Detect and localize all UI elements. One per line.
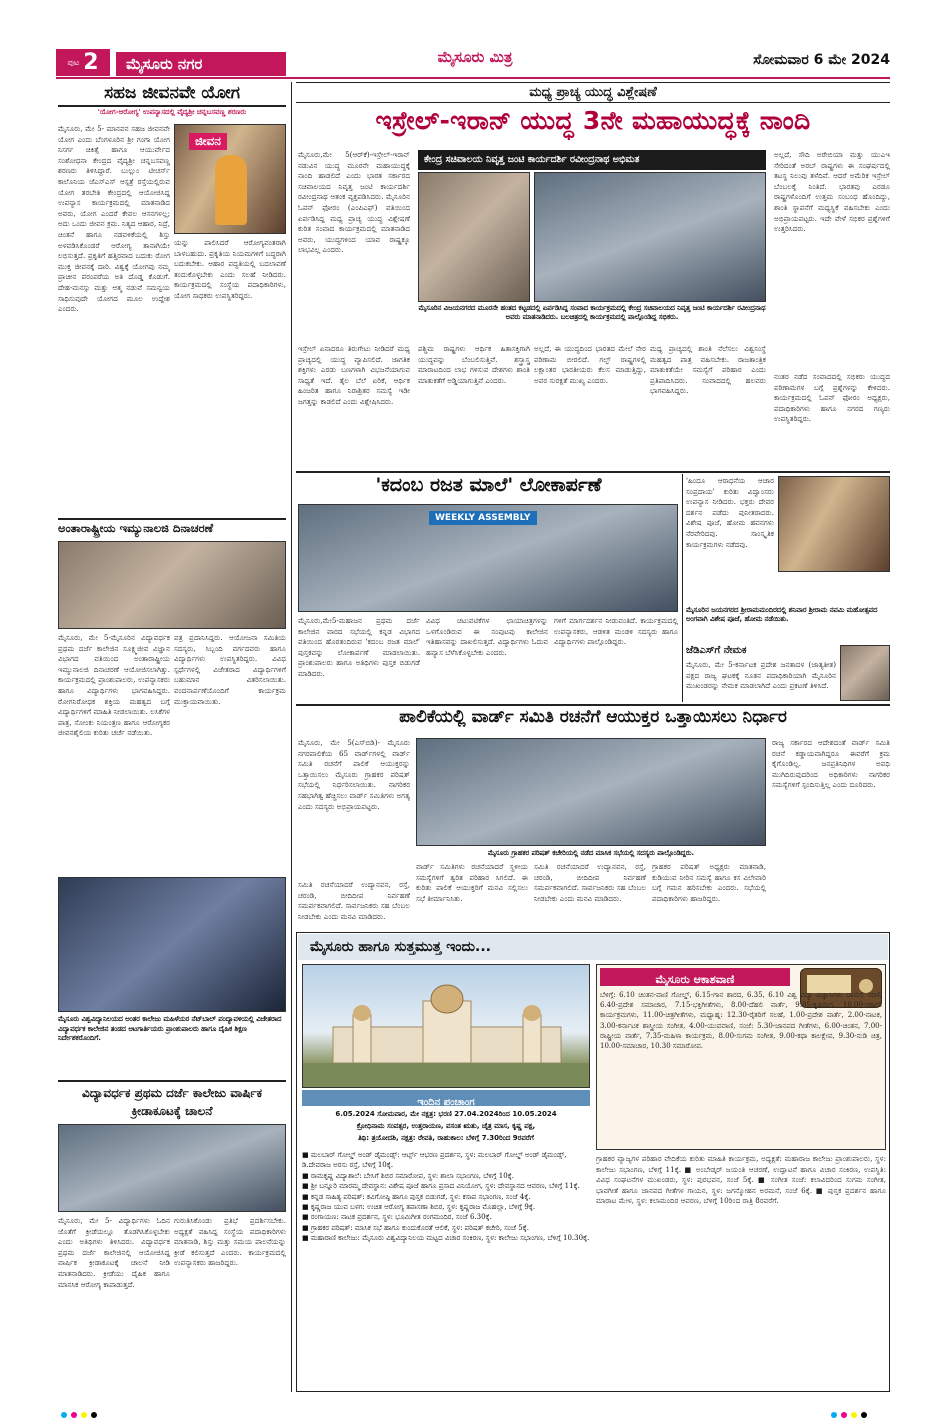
lead-body-d: ಪಶ್ಚಿಮ ರಾಷ್ಟ್ರಗಳು ಆರ್ಥಿಕ ಹಿತಾಸಕ್ತಿಗಾಗಿ ಯುದ್ಧವನ್ನು ಬೆಂಬಲಿಸುತ್ತಿವೆ. ಶಸ್ತ್ರಾಸ್ತ್ರ ಮಾರಾಟದಿಂದ ಲಾಭ ಗಳಿಸುವ ದೇಶಗಳು ಶಾಂತಿ ಮಾತುಕತೆಗೆ ಅಡ್ಡಿಯಾಗುತ್ತಿವೆ ಎಂದರು.	[418, 344, 530, 385]
lead-body-a: ಮೈಸೂರು,ಮೇ 5(ಆರ್‌ಕೆ)-ಇಸ್ರೇಲ್-ಇರಾನ್ ನಡುವಿನ ಯುದ್ಧ ಮೂರನೇ ಮಹಾಯುದ್ಧಕ್ಕೆ ನಾಂದಿ ಹಾಡಲಿದೆ ಎಂದು ಭಾರತ ಸರ್ಕಾರದ ಸಚಿವಾಲಯದ ನಿವೃತ್ತ ಜಂಟಿ ಕಾರ್ಯದರ್ಶಿ ರವೀಂದ್ರನಾಥ ಆತಂಕ ವ್ಯಕ್ತಪಡಿಸಿದರು. ಮೈಸೂರಿನ ಓಪನ್ ಫೋರಂ (ಎಂಪಿಎಫ್) ವತಿಯಿಂದ ಏರ್ಪಡಿಸಿದ್ದ ಮಧ್ಯ ಪ್ರಾಚ್ಯ ಯುದ್ಧ ವಿಶ್ಲೇಷಣೆ ಕುರಿತ ಸಂವಾದ ಕಾರ್ಯಕ್ರಮದಲ್ಲಿ ಮಾತನಾಡಿದ ಅವರು, ಯುದ್ಧಗಳಿಂದ ಯಾವ ರಾಷ್ಟ್ರಕ್ಕೂ ಲಾಭವಿಲ್ಲ ಎಂದರು.	[298, 150, 410, 255]
section-title: ಮೈಸೂರು ನಗರ	[116, 52, 286, 76]
yoga-banner: ಜೀವನ	[189, 133, 227, 150]
netball-team-caption: ಮೈಸೂರು ವಿಶ್ವವಿದ್ಯಾನಿಲಯದ ಅಂತರ ಕಾಲೇಜು ಮಹಿಳೆಯರ ನೆಟ್‌ಬಾಲ್ ಪಂದ್ಯಾವಳಿಯಲ್ಲಿ ವಿಜೇತರಾದ ವಿದ್ಯಾವರ್ಧಕ ಕಾಲೇಜಿನ ತಂಡದ ಆಟಗಾರ್ತಿಯರು ಪ್ರಾಂಶುಪಾಲರು ಹಾಗೂ ದೈಹಿಕ ಶಿಕ್ಷಣ ನಿರ್ದೇಶಕರೊಂದಿಗೆ.	[58, 1015, 282, 1043]
yoga-speaker-photo	[174, 124, 286, 234]
panchanga-line: ತಿಥಿ: ತ್ರಯೋದಶಿ, ನಕ್ಷತ್ರ: ರೇವತಿ, ರಾಹುಕಾಲ: ಬೆಳಿಗ್ಗೆ 7.30ರಿಂದ 9ರವರೆಗೆ	[358, 1134, 534, 1142]
lead-subhead: ಕೇಂದ್ರ ಸಚಿವಾಲಯ ನಿವೃತ್ತ ಜಂಟಿ ಕಾರ್ಯದರ್ಶಿ ರವೀಂದ್ರನಾಥ ಅಭಿಮತ	[418, 150, 766, 170]
kadamba-launch-photo	[298, 504, 678, 612]
temple-photo	[778, 476, 890, 572]
lead-kicker-box	[296, 82, 890, 103]
kadamba-body-c: ಗಳಿಗೆ ಮಾರ್ಗದರ್ಶನ ನೀಡುವಂತಿದೆ. ಕಾರ್ಯಕ್ರಮದಲ್ಲಿ ಉಪನ್ಯಾಸಕರು, ಆಡಳಿತ ಮಂಡಳಿ ಸದಸ್ಯರು ಹಾಗೂ ವಿದ್ಯಾರ್ಥಿಗಳು ಪಾಲ್ಗೊಂಡಿದ್ದರು.	[554, 616, 678, 647]
section-divider	[296, 704, 890, 706]
kadamba-body-a: ಮೈಸೂರು,ಮೇ5-ಮಹಾಜನ ಪ್ರಥಮ ದರ್ಜೆ ಕಾಲೇಜಿನ ವಾರದ ಸಭೆಯಲ್ಲಿ ಕನ್ನಡ ವಿಭಾಗದ ವತಿಯಿಂದ ಹೊರತಂದಿರುವ 'ಕದಂಬ ರಜತ ಮಾಲೆ' ಪುಸ್ತಕವನ್ನು ಲೋಕಾರ್ಪಣೆ ಮಾಡಲಾಯಿತು. ಪ್ರಾಂಶುಪಾಲರು ಹಾಗೂ ಅತಿಥಿಗಳು ಪುಸ್ತಕ ಬಿಡುಗಡೆ ಮಾಡಿದರು.	[298, 616, 420, 678]
panchanga-title: ಇಂದಿನ ಪಂಚಾಂಗ	[417, 1097, 475, 1108]
section-divider	[58, 518, 286, 520]
registration-marks	[60, 1404, 120, 1412]
radio-title: ಮೈಸೂರು ಆಕಾಶವಾಣಿ	[655, 973, 735, 986]
palace-photo	[302, 964, 590, 1088]
immunology-headline: ಅಂತಾರಾಷ್ಟ್ರೀಯ ಇಮ್ಯುನಾಲಜಿ ದಿನಾಚರಣೆ	[58, 521, 214, 535]
column-divider	[291, 82, 292, 1392]
page-number: 2	[83, 50, 99, 75]
jds-headline: ಜೆಡಿಎಸ್‌ಗೆ ನೇಮಕ	[686, 645, 747, 656]
event-item: ■ ಕೃಷ್ಣರಾಜ ಯುವ ಬಳಗ: ಉಚಿತ ಆರೋಗ್ಯ ತಪಾಸಣಾ ಶಿಬಿರ, ಸ್ಥಳ: ಕೃಷ್ಣರಾಜ ಮೊಹಲ್ಲಾ, ಬೆಳಿಗ್ಗೆ 9ಕ್ಕೆ.	[302, 1203, 536, 1212]
yoga-body: ಮೈಸೂರು, ಮೇ 5- ಮಾನವನ ಸಹಜ ಜೀವನವೇ ಯೋಗ ಎಂದು ಬೆಂಗಳೂರಿನ ಶ್ರೀ ಗಂಗಾ ಯೋಗ ನಿಸರ್ಗ ಚಿಕಿತ್ಸೆ ಹಾಗೂ ಆಯುರ್ವೇದ ಸಂಶೋಧನಾ ಕೇಂದ್ರದ ವೈದ್ಯಶ್ರೀ ಚನ್ನಬಸವಣ್ಣ ಶರಣರು ತಿಳಿಸಿದ್ದಾರೆ. ಬುಲ್ಲುಂ ಟೀಚರ್ಸ್ ಕಾಲೊನಿಯ ಜೆಎಸ್‌ಎಸ್ ಆಸ್ಪತ್ರೆ ರಸ್ತೆಯಲ್ಲಿರುವ ಯೋಗ ತರಬೇತಿ ಕೇಂದ್ರದಲ್ಲಿ ಆಯೋಜಿಸಿದ್ದ ಉಪನ್ಯಾಸ ಕಾರ್ಯಕ್ರಮದಲ್ಲಿ ಮಾತನಾಡಿದ ಅವರು, ಯೋಗ ಎಂದರೆ ಕೇವಲ ಆಸನಗಳಲ್ಲ; ಅದು ಒಂದು ಜೀವನ ಕ್ರಮ. ನಿತ್ಯದ ಆಹಾರ, ನಿದ್ರೆ, ಚಿಂತನೆ ಹಾಗೂ ನಡವಳಿಕೆಯಲ್ಲಿ ಶಿಸ್ತು ಅಳವಡಿಸಿಕೊಂಡರೆ ಆರೋಗ್ಯ ತಾನಾಗಿಯೇ ಲಭಿಸುತ್ತದೆ. ಪ್ರಕೃತಿಗೆ ಹತ್ತಿರವಾದ ಬದುಕು ರೋಗ ಮುಕ್ತ ಜೀವನಕ್ಕೆ ದಾರಿ. ವಿಶ್ವಕ್ಕೆ ಯೋಗವು ನಮ್ಮ ಪ್ರಾಚೀನ ಪರಂಪರೆಯ ಅತಿ ದೊಡ್ಡ ಕೊಡುಗೆ. ದೇಹ-ಮನಸ್ಸು ಮತ್ತು ಆತ್ಮ ನಡುವೆ ಸಮನ್ವಯ ಸಾಧಿಸುವುದೇ ಯೋಗದ ಮೂಲ ಉದ್ದೇಶ ಎಂದರು.	[58, 124, 170, 314]
today-title-bar	[298, 934, 888, 960]
hoysala-body: 'ಹಿಂದೂ ಆರಾಧನೆಯ ಆಚಾರ ಸಂಪ್ರದಾಯ' ಕುರಿತು ವಿದ್ವಾಂಸರು ಉಪನ್ಯಾಸ ನೀಡಿದರು. ಭಕ್ತರು ದೇವರ ದರ್ಶನ ಪಡೆದು ಪುನೀತರಾದರು. ವಿಶೇಷ ಪೂಜೆ, ಹೋಮ ಹವನಗಳು ನೆರವೇರಿದವು. ಸಾಂಸ್ಕೃತಿಕ ಕಾರ್ಯಕ್ರಮಗಳು ನಡೆದವು.	[686, 476, 774, 549]
lead-speaker-photo	[418, 172, 530, 302]
sports-event-photo	[58, 1124, 286, 1212]
page-label: ಪುಟ	[67, 57, 80, 67]
panchanga-line: ಕ್ರೋಧಿನಾಮ ಸಂವತ್ಸರ, ಉತ್ತರಾಯಣ, ವಸಂತ ಋತು, ಚೈತ್ರ ಮಾಸ, ಕೃಷ್ಣ ಪಕ್ಷ,	[356, 1122, 536, 1130]
registration-dots	[830, 1411, 890, 1419]
event-item: ■ ಕನ್ನಡ ಸಾಹಿತ್ಯ ಪರಿಷತ್: ಕವಿಗೋಷ್ಠಿ ಹಾಗೂ ಪುಸ್ತಕ ಬಿಡುಗಡೆ, ಸ್ಥಳ: ಕಸಾಪ ಸಭಾಂಗಣ, ಸಂಜೆ 4ಕ್ಕೆ.	[302, 1192, 531, 1201]
speaker-figure	[215, 155, 247, 225]
lead-kicker: ಮಧ್ಯ ಪ್ರಾಚ್ಯ ಯುದ್ಧ ವಿಶ್ಲೇಷಣೆ	[529, 85, 657, 100]
yoga-body-continued: ಯನ್ನು ಪಾಲಿಸಿದರೆ ಆರೋಗ್ಯವಂತರಾಗಿ ಬಾಳಬಹುದು. ಪ್ರಕೃತಿಯ ನಿಯಮಗಳಿಗೆ ಬದ್ಧರಾಗಿ ಬದುಕಬೇಕು. ಆಹಾರ ಪದ್ಧತಿಯಲ್ಲಿ ಬದಲಾವಣೆ ತಂದುಕೊಳ್ಳಬೇಕು ಎಂದು ಸಲಹೆ ನೀಡಿದರು. ಕಾರ್ಯಕ್ರಮದಲ್ಲಿ ಸಂಸ್ಥೆಯ ಪದಾಧಿಕಾರಿಗಳು, ಯೋಗ ಸಾಧಕರು ಉಪಸ್ಥಿತರಿದ್ದರು.	[174, 238, 286, 300]
today-title: ಮೈಸೂರು ಹಾಗೂ ಸುತ್ತಮುತ್ತ ಇಂದು...	[310, 939, 491, 955]
ward-meeting-photo	[416, 738, 766, 846]
radio-title-bar	[600, 968, 790, 986]
kadamba-body-b: ವಿವಿಧ ಚಟುವಟಿಕೆಗಳ ಛಾಯಾಚಿತ್ರಗಳನ್ನು ಒಳಗೊಂಡಿರುವ ಈ ಸಂಪುಟವು ಕಾಲೇಜಿನ ಇತಿಹಾಸವನ್ನು ದಾಖಲಿಸುತ್ತದೆ. ವಿದ್ಯಾರ್ಥಿಗಳು ಓದುವ ಹವ್ಯಾಸ ಬೆಳೆಸಿಕೊಳ್ಳಬೇಕು ಎಂದರು.	[426, 616, 548, 657]
immunology-body-continued: ಪತ್ರ ಪ್ರದಾನಿಸಿದ್ದರು. ಆಯೋಜನಾ ಸಮಿತಿಯ ಸದಸ್ಯರು, ಸಿಬ್ಬಂದಿ ವರ್ಗದವರು ಹಾಗೂ ವಿದ್ಯಾರ್ಥಿಗಳು ಉಪಸ್ಥಿತರಿದ್ದರು. ವಿವಿಧ ಸ್ಪರ್ಧೆಗಳಲ್ಲಿ ವಿಜೇತರಾದ ವಿದ್ಯಾರ್ಥಿಗಳಿಗೆ ಬಹುಮಾನ ವಿತರಿಸಲಾಯಿತು. ವಂದನಾರ್ಪಣೆಯೊಂದಿಗೆ ಕಾರ್ಯಕ್ರಮ ಮುಕ್ತಾಯವಾಯಿತು.	[174, 633, 286, 706]
event-item: ■ ಗ್ರಾಹಕರ ಪರಿಷತ್: ಮಾಸಿಕ ಸಭೆ ಹಾಗೂ ಕುಂದುಕೊರತೆ ಆಲಿಕೆ, ಸ್ಥಳ: ಪರಿಷತ್ ಕಚೇರಿ, ಸಂಜೆ 5ಕ್ಕೆ.	[302, 1223, 529, 1232]
ward-body-d: ಸಮಿತಿ ರಚನೆಯಾದರೆ ಉದ್ಯಾನವನ, ರಸ್ತೆ, ಚರಂಡಿ, ಬೀದಿದೀಪ ನಿರ್ವಹಣೆ ಸಮರ್ಪಕವಾಗಲಿದೆ. ಸಾರ್ವಜನಿಕರು ಸಹ ಬೆಂಬಲ ನೀಡಬೇಕು ಎಂದು ಮನವಿ ಮಾಡಿದರು.	[534, 862, 646, 903]
issue-date: ಸೋಮವಾರ 6 ಮೇ 2024	[753, 52, 890, 68]
column-divider	[682, 474, 683, 702]
event-item: ■ ಶ್ರೀ ಬನ್ನೂರಿ ಮಾರಮ್ಮ ದೇವಸ್ಥಾನ: ವಿಶೇಷ ಪೂಜೆ ಹಾಗೂ ಪ್ರಸಾದ ವಿನಿಯೋಗ, ಸ್ಥಳ: ದೇವಸ್ಥಾನದ ಆವರಣ, ಬೆಳಿಗ್ಗೆ 11ಕ್ಕೆ.	[302, 1182, 580, 1191]
event-item: ■ ರಾಮಕೃಷ್ಣ ವಿದ್ಯಾಶಾಲೆ: ಬೇಸಿಗೆ ಶಿಬಿರ ಸಮಾರೋಪ, ಸ್ಥಳ: ಶಾಲಾ ಸಭಾಂಗಣ, ಬೆಳಿಗ್ಗೆ 10ಕ್ಕೆ.	[302, 1171, 515, 1180]
jds-appointee-portrait	[840, 645, 890, 701]
event-item: ■ ಮಹಾರಾಣಿ ಕಾಲೇಜು: ಮೈಸೂರು ವಿಶ್ವವಿದ್ಯಾನಿಲಯ ಮಟ್ಟದ ವಿಚಾರ ಸಂಕಿರಣ, ಸ್ಥಳ: ಕಾಲೇಜು ಸಭಾಂಗಣ, ಬೆಳಿಗ್ಗೆ 10.30ಕ್ಕೆ.	[302, 1234, 590, 1243]
sports-headline: ವಿದ್ಯಾವರ್ಧಕ ಪ್ರಥಮ ದರ್ಜೆ ಕಾಲೇಜು ವಾರ್ಷಿಕ ಕ್ರೀಡಾಕೂಟಕ್ಕೆ ಚಾಲನೆ	[81, 1086, 262, 1118]
section-divider	[58, 1080, 286, 1082]
ward-body-a: ಮೈಸೂರು, ಮೇ 5(ಎಸ್‌ಬಿಡಿ)- ಮೈಸೂರು ನಗರಪಾಲಿಕೆಯ 65 ವಾರ್ಡ್‌ಗಳಲ್ಲಿ ವಾರ್ಡ್ ಸಮಿತಿ ರಚನೆಗೆ ಪಾಲಿಕೆ ಆಯುಕ್ತರನ್ನು ಒತ್ತಾಯಿಸಲು ಮೈಸೂರು ಗ್ರಾಹಕರ ಪರಿಷತ್ ಸಭೆಯಲ್ಲಿ ನಿರ್ಧರಿಸಲಾಯಿತು. ನಾಗರಿಕರ ಸಹಭಾಗಿತ್ವ ಹೆಚ್ಚಿಸಲು ವಾರ್ಡ್ ಸಮಿತಿಗಳು ಅಗತ್ಯ ಎಂದು ಸದಸ್ಯರು ಅಭಿಪ್ರಾಯಪಟ್ಟರು.	[298, 738, 410, 811]
section-divider	[296, 471, 890, 473]
events-list	[302, 1150, 590, 1388]
lead-body-c: ಅಲ್ಲದೆ, ಸೌದಿ ಅರೇಬಿಯಾ ಮತ್ತು ಯುಎಇ ಸೇರಿದಂತೆ ಅರಬ್ ರಾಷ್ಟ್ರಗಳು ಈ ಸಂಘರ್ಷದಲ್ಲಿ ತಟಸ್ಥ ನಿಲುವು ತಳೆದಿವೆ. ಆದರೆ ಅಮೆರಿಕ ಇಸ್ರೇಲ್ ಬೆಂಬಲಕ್ಕೆ ನಿಂತಿದೆ. ಭಾರತವು ಎರಡೂ ರಾಷ್ಟ್ರಗಳೊಂದಿಗೆ ಉತ್ತಮ ಸಂಬಂಧ ಹೊಂದಿದ್ದು, ಶಾಂತಿ ಸ್ಥಾಪನೆಗೆ ಮಧ್ಯಸ್ಥಿಕೆ ವಹಿಸಬೇಕು ಎಂದು ಅಭಿಪ್ರಾಯಪಟ್ಟರು. ಇದೇ ವೇಳೆ ಸಭಿಕರ ಪ್ರಶ್ನೆಗಳಿಗೆ ಉತ್ತರಿಸಿದರು.	[774, 150, 890, 234]
ward-body-c: ವಾರ್ಡ್ ಸಮಿತಿಗಳು ರಚನೆಯಾದರೆ ಸ್ಥಳೀಯ ಸಮಸ್ಯೆಗಳಿಗೆ ತ್ವರಿತ ಪರಿಹಾರ ಸಿಗಲಿದೆ. ಈ ಕುರಿತು ಪಾಲಿಕೆ ಆಯುಕ್ತರಿಗೆ ಮನವಿ ಸಲ್ಲಿಸಲು ಸಭೆ ತೀರ್ಮಾನಿಸಿತು.	[416, 862, 528, 903]
sports-body: ಮೈಸೂರು, ಮೇ 5- ವಿದ್ಯಾರ್ಥಿಗಳು ಓದಿನ ಜೊತೆಗೆ ಕ್ರೀಡೆಯಲ್ಲೂ ತೊಡಗಿಸಿಕೊಳ್ಳಬೇಕು ಎಂದು ಅತಿಥಿಗಳು ತಿಳಿಸಿದರು. ವಿದ್ಯಾವರ್ಧಕ ಪ್ರಥಮ ದರ್ಜೆ ಕಾಲೇಜಿನಲ್ಲಿ ಆಯೋಜಿಸಿದ್ದ ವಾರ್ಷಿಕ ಕ್ರೀಡಾಕೂಟಕ್ಕೆ ಚಾಲನೆ ನೀಡಿ ಮಾತನಾಡಿದರು. ಕ್ರೀಡೆಯು ದೈಹಿಕ ಹಾಗೂ ಮಾನಸಿಕ ಆರೋಗ್ಯ ಕಾಪಾಡುತ್ತದೆ.	[58, 1216, 170, 1289]
netball-team-photo	[58, 877, 286, 1012]
immunology-group-photo	[58, 541, 286, 629]
panchanga-title-bar	[302, 1090, 590, 1106]
ward-headline: ಪಾಲಿಕೆಯಲ್ಲಿ ವಾರ್ಡ್ ಸಮಿತಿ ರಚನೆಗೆ ಆಯುಕ್ತರ ಒತ್ತಾಯಿಸಲು ನಿರ್ಧಾರ	[399, 707, 787, 727]
temple-caption: ಮೈಸೂರಿನ ಜಯನಗರದ ಶ್ರೀರಾಮಮಂದಿರದಲ್ಲಿ ಶನಿವಾರ ಶ್ರೀರಾಮ ನವಮಿ ಮಹೋತ್ಸವದ ಅಂಗವಾಗಿ ವಿಶೇಷ ಪೂಜೆ, ಹೋಮ ನಡೆಯಿತು.	[686, 606, 878, 624]
kadamba-headline: 'ಕದಂಬ ರಜತ ಮಾಲೆ' ಲೋಕಾರ್ಪಣೆ	[375, 474, 602, 496]
lead-photo-caption: ಮೈಸೂರಿನ ವಿಜಯನಗರದ ಮೂರನೇ ಹಂತದ ಕಟ್ಟಡದಲ್ಲಿ ಏರ್ಪಡಿಸಿದ್ದ ಸಂವಾದ ಕಾರ್ಯಕ್ರಮದಲ್ಲಿ ಕೇಂದ್ರ ಸಚಿವಾಲಯದ ನಿವೃತ್ತ ಜಂಟಿ ಕಾರ್ಯದರ್ಶಿ ರವೀಂದ್ರನಾಥ ಅವರು ಮಾತನಾಡಿದರು. ಬಲಚಿತ್ರದಲ್ಲಿ ಕಾರ್ಯಕ್ರಮದಲ್ಲಿ ಪಾಲ್ಗೊಂಡಿದ್ದ ಸಭಿಕರು.	[418, 304, 766, 322]
ward-photo-caption: ಮೈಸೂರು ಗ್ರಾಹಕರ ಪರಿಷತ್ ಕಚೇರಿಯಲ್ಲಿ ನಡೆದ ಮಾಸಿಕ ಸಭೆಯಲ್ಲಿ ಸದಸ್ಯರು ಪಾಲ್ಗೊಂಡಿದ್ದರು.	[487, 849, 695, 857]
yoga-headline: ಸಹಜ ಜೀವನವೇ ಯೋಗ	[58, 83, 286, 107]
ward-body-b: ರಾಜ್ಯ ಸರ್ಕಾರದ ಆದೇಶದಂತೆ ವಾರ್ಡ್ ಸಮಿತಿ ರಚನೆ ಕಡ್ಡಾಯವಾಗಿದ್ದರೂ ಈವರೆಗೆ ಕ್ರಮ ಕೈಗೊಂಡಿಲ್ಲ. ಜನಪ್ರತಿನಿಧಿಗಳ ಅವಧಿ ಮುಗಿದಿರುವುದರಿಂದ ಅಧಿಕಾರಿಗಳು ನಾಗರಿಕರ ಸಮಸ್ಯೆಗಳಿಗೆ ಸ್ಪಂದಿಸುತ್ತಿಲ್ಲ ಎಂದು ದೂರಿದರು.	[772, 738, 890, 790]
masthead-logo: ಮೈಸೂರು ಮಿತ್ರ	[437, 48, 513, 66]
event-item: ■ ರಂಗಾಯಣ: ನಾಟಕ ಪ್ರದರ್ಶನ, ಸ್ಥಳ: ಭೂಮಿಗೀತ ರಂಗಮಂದಿರ, ಸಂಜೆ 6.30ಕ್ಕೆ.	[302, 1213, 492, 1222]
lead-body-e: ಅಲ್ಲದೆ, ಈ ಯುದ್ಧದಿಂದ ಭಾರತದ ಮೇಲೆ ನೇರ ಪರಿಣಾಮ ಬೀರಲಿದೆ. ಗಲ್ಫ್ ರಾಷ್ಟ್ರಗಳಲ್ಲಿ ಲಕ್ಷಾಂತರ ಭಾರತೀಯರು ಕೆಲಸ ಮಾಡುತ್ತಿದ್ದು, ಅವರ ಸುರಕ್ಷತೆ ಮುಖ್ಯ ಎಂದರು.	[534, 344, 646, 385]
sports-body-continued: ಗುರುತಿಸಿಕೊಂಡು ಪ್ರತಿಭೆ ಪ್ರದರ್ಶಿಸಬೇಕು. ಅಧ್ಯಕ್ಷತೆ ವಹಿಸಿದ್ದ ಸಂಸ್ಥೆಯ ಪದಾಧಿಕಾರಿಗಳು ಮಾತನಾಡಿ, ಶಿಸ್ತು ಮತ್ತು ಸಮಯ ಪಾಲನೆಯನ್ನು ಕ್ರೀಡೆ ಕಲಿಸುತ್ತದೆ ಎಂದರು. ಕಾರ್ಯಕ್ರಮದಲ್ಲಿ ಉಪನ್ಯಾಸಕರು ಹಾಜರಿದ್ದರು.	[174, 1216, 286, 1268]
lead-headline: ಇಸ್ರೇಲ್-ಇರಾನ್ ಯುದ್ಧ 3ನೇ ಮಹಾಯುದ್ಧಕ್ಕೆ ನಾಂದಿ	[375, 106, 811, 135]
registration-marks	[830, 1404, 890, 1412]
lead-body-b: ಇಸ್ರೇಲ್ ಏನಾದರೂ ತಿರುಗೇಟು ನೀಡಿದರೆ ಮಧ್ಯ ಪ್ರಾಚ್ಯದಲ್ಲಿ ಯುದ್ಧ ವ್ಯಾಪಿಸಲಿದೆ. ಜಾಗತಿಕ ಶಕ್ತಿಗಳು ಎರಡು ಬಣಗಳಾಗಿ ವಿಭಜನೆಯಾಗುವ ಸಾಧ್ಯತೆ ಇದೆ. ತೈಲ ಬೆಲೆ ಏರಿಕೆ, ಆರ್ಥಿಕ ಹಿಂಜರಿತ ಹಾಗೂ ನಿರಾಶ್ರಿತರ ಸಮಸ್ಯೆ ಇಡೀ ಜಗತ್ತನ್ನು ಕಾಡಲಿದೆ ಎಂದು ವಿಶ್ಲೇಷಿಸಿದರು.	[298, 344, 410, 406]
radio-schedule: ಬೆಳಿಗ್ಗೆ: 6.10 ಚಿಂತನ-ವಾಣಿ ಗೋಲ್ಡ್, 6.15-ಗಾನ ಶಾರದ, 6.35, 6.10 ವಿಶ್ವ ವಿದ್ಯಾ ವಿಜ್ಞಾನಿಗಳು ಬಾನುಲಿ ಸರಣಿ, 6.40-ಪ್ರದೇಶ ಸಮಾಚಾರ, 7.15-ಭಕ್ತಿಗೀತೆಗಳು, 8.00-ದೆಹಲಿ ವಾರ್ತೆ, 9.05-ಕೃಷಿರಂಗ, 10.00-ಸರ್ಕಾರಿ ಕಾರ್ಯಕ್ರಮಗಳು, 11.00-ಚಿತ್ರಗೀತೆಗಳು, ಮಧ್ಯಾಹ್ನ: 12.30-ರೈತರಿಗೆ ಸಲಹೆ, 1.00-ಪ್ರದೇಶ ವಾರ್ತೆ, 2.00-ನಾಟಕ, 3.00-ಕರ್ನಾಟಕ ಶಾಸ್ತ್ರೀಯ ಸಂಗೀತ, 4.00-ಯುವವಾಣಿ, ಸಂಜೆ: 5.30-ಜಾನಪದ ಗೀತೆಗಳು, 6.00-ಚಿಂತನ, 7.00-ರಾಷ್ಟ್ರೀಯ ವಾರ್ತೆ, 7.35-ಮಹಿಳಾ ಕಾರ್ಯಕ್ರಮ, 8.00-ಸುಗಮ ಸಂಗೀತ, 9.00-ಕಥಾ ಕಾಲಕ್ಷೇಪ, 9.30-ನುಡಿ ಚಿತ್ರ, 10.00-ಸಮಾಚಾರ, 10.30 ಸಮಾರೋಪ.	[600, 991, 882, 1051]
weekly-assembly-sign: WEEKLY ASSEMBLY	[429, 511, 537, 525]
ward-body-e: ಗ್ರಾಹಕರ ಪರಿಷತ್ ಅಧ್ಯಕ್ಷರು ಮಾತನಾಡಿ, ಕುಡಿಯುವ ನೀರಿನ ಸಮಸ್ಯೆ ಹಾಗೂ ಕಸ ವಿಲೇವಾರಿ ಬಗ್ಗೆ ಗಮನ ಹರಿಸಬೇಕು ಎಂದರು. ಸಭೆಯಲ್ಲಿ ಪದಾಧಿಕಾರಿಗಳು ಹಾಜರಿದ್ದರು.	[652, 862, 766, 903]
ward-body-a2: ಸಮಿತಿ ರಚನೆಯಾದರೆ ಉದ್ಯಾನವನ, ರಸ್ತೆ, ಚರಂಡಿ, ಬೀದಿದೀಪ ನಿರ್ವಹಣೆ ಸಮರ್ಪಕವಾಗಲಿದೆ. ಸಾರ್ವಜನಿಕರು ಸಹ ಬೆಂಬಲ ನೀಡಬೇಕು ಎಂದು ಮನವಿ ಮಾಡಿದರು.	[298, 880, 410, 921]
radio-bottom-listings: ಗ್ರಾಹಕರ ವ್ಯಾಜ್ಯಗಳ ಪರಿಹಾರ ವೇದಿಕೆಯ ಕುರಿತು ಮಾಹಿತಿ ಕಾರ್ಯಕ್ರಮ, ಅಧ್ಯಕ್ಷತೆ: ಮಹಾರಾಜ ಕಾಲೇಜು ಪ್ರಾಂಶುಪಾಲರು, ಸ್ಥಳ: ಕಾಲೇಜು ಸಭಾಂಗಣ, ಬೆಳಿಗ್ಗೆ 11ಕ್ಕೆ. ■ ಅಂಬೇಡ್ಕರ್ ಜಯಂತಿ ಆಚರಣೆ, ಉದ್ಘಾಟನೆ ಹಾಗೂ ವಿಚಾರ ಸಂಕಿರಣ, ಉಪಸ್ಥಿತಿ: ವಿವಿಧ ಸಂಘಟನೆಗಳ ಮುಖಂಡರು, ಸ್ಥಳ: ಪುರಭವನ, ಸಂಜೆ 5ಕ್ಕೆ. ■ ಸಂಗೀತ ಸಂಜೆ: ಕಲಾವಿದರಿಂದ ಸುಗಮ ಸಂಗೀತ, ಭಾವಗೀತೆ ಹಾಗೂ ಜಾನಪದ ಗೀತೆಗಳ ಗಾಯನ, ಸ್ಥಳ: ಜಗನ್ಮೋಹನ ಅರಮನೆ, ಸಂಜೆ 6ಕ್ಕೆ. ■ ಪುಸ್ತಕ ಪ್ರದರ್ಶನ ಹಾಗೂ ಮಾರಾಟ ಮೇಳ, ಸ್ಥಳ: ಕಲಾಮಂದಿರ ಆವರಣ, ಬೆಳಿಗ್ಗೆ 10ರಿಂದ ರಾತ್ರಿ 8ರವರೆಗೆ.	[596, 1154, 886, 1206]
registration-dots	[60, 1411, 120, 1419]
header-divider	[56, 77, 890, 79]
palace-illustration	[303, 965, 590, 1088]
yoga-subheadline: 'ಯೋಗ-ಆರೋಗ್ಯ' ಉಪನ್ಯಾಸದಲ್ಲಿ ವೈದ್ಯಶ್ರೀ ಚನ್ನಬಸವಣ್ಣ ಶರಣರು	[97, 108, 247, 116]
event-item: ■ ಮಲಬಾರ್ ಗೋಲ್ಡ್ ಅಂಡ್ ಡೈಮಂಡ್ಸ್: ಆರ್ಟ್ಸ್ ಆಭರಣ ಪ್ರದರ್ಶನ, ಸ್ಥಳ: ಮಲಬಾರ್ ಗೋಲ್ಡ್ ಅಂಡ್ ಡೈಮಂಡ್ಸ್, ಡಿ.ದೇವರಾಜ ಅರಸು ರಸ್ತೆ, ಬೆಳಿಗ್ಗೆ 10ಕ್ಕೆ.	[302, 1151, 567, 1170]
page-number-tag	[56, 49, 110, 76]
lead-audience-photo	[534, 172, 766, 302]
panchanga-details	[302, 1108, 590, 1146]
lead-body-f: ಮಧ್ಯ ಪ್ರಾಚ್ಯದಲ್ಲಿ ಶಾಂತಿ ನೆಲೆಸಲು ವಿಶ್ವಸಂಸ್ಥೆ ಮಹತ್ವದ ಪಾತ್ರ ವಹಿಸಬೇಕು. ರಾಜತಾಂತ್ರಿಕ ಮಾತುಕತೆಯೇ ಸಮಸ್ಯೆಗೆ ಪರಿಹಾರ ಎಂದು ಪ್ರತಿಪಾದಿಸಿದರು. ಸಂವಾದದಲ್ಲಿ ಹಲವರು ಭಾಗವಹಿಸಿದ್ದರು.	[650, 344, 766, 396]
immunology-body: ಮೈಸೂರು, ಮೇ 5-ಮೈಸೂರಿನ ವಿದ್ಯಾವರ್ಧಕ ಪ್ರಥಮ ದರ್ಜೆ ಕಾಲೇಜಿನ ಸೂಕ್ಷ್ಮಜೀವ ವಿಜ್ಞಾನ ವಿಭಾಗದ ವತಿಯಿಂದ ಅಂತಾರಾಷ್ಟ್ರೀಯ ಇಮ್ಯುನಾಲಜಿ ದಿನಾಚರಣೆ ಆಯೋಜಿಸಲಾಗಿತ್ತು. ಕಾರ್ಯಕ್ರಮದಲ್ಲಿ ಪ್ರಾಂಶುಪಾಲರು, ಉಪನ್ಯಾಸಕರು ಹಾಗೂ ವಿದ್ಯಾರ್ಥಿಗಳು ಭಾಗವಹಿಸಿದ್ದರು. ರೋಗನಿರೋಧಕ ಶಕ್ತಿಯ ಮಹತ್ವದ ಬಗ್ಗೆ ವಿದ್ಯಾರ್ಥಿಗಳಿಗೆ ಮಾಹಿತಿ ನೀಡಲಾಯಿತು. ಲಸಿಕೆಗಳ ಪಾತ್ರ, ಸೋಂಕು ನಿಯಂತ್ರಣ ಹಾಗೂ ಆರೋಗ್ಯಕರ ಜೀವನಶೈಲಿಯ ಕುರಿತು ಚರ್ಚೆ ನಡೆಯಿತು.	[58, 633, 170, 738]
jds-body: ಮೈಸೂರು, ಮೇ 5-ಕರ್ನಾಟಕ ಪ್ರದೇಶ ಜನತಾದಳ (ಜಾತ್ಯತೀತ) ಪಕ್ಷದ ರಾಜ್ಯ ಘಟಕಕ್ಕೆ ನೂತನ ಪದಾಧಿಕಾರಿಯಾಗಿ ಮೈಸೂರಿನ ಮುಖಂಡರನ್ನು ನೇಮಕ ಮಾಡಲಾಗಿದೆ ಎಂದು ಪ್ರಕಟಣೆ ತಿಳಿಸಿದೆ.	[686, 660, 836, 691]
panchanga-line: 6.05.2024 ಸೋಮವಾರ, ಮೇ ನಕ್ಷತ್ರ: ಭರಣಿ 27.04.2024ರಿಂದ 10.05.2024	[335, 1110, 557, 1118]
lead-body-c2: ನಂತರ ನಡೆದ ಸಂವಾದದಲ್ಲಿ ಸಭಿಕರು ಯುದ್ಧದ ಪರಿಣಾಮಗಳ ಬಗ್ಗೆ ಪ್ರಶ್ನೆಗಳನ್ನು ಕೇಳಿದರು. ಕಾರ್ಯಕ್ರಮದಲ್ಲಿ ಓಪನ್ ಫೋರಂ ಅಧ್ಯಕ್ಷರು, ಪದಾಧಿಕಾರಿಗಳು ಹಾಗೂ ನಗರದ ಗಣ್ಯರು ಉಪಸ್ಥಿತರಿದ್ದರು.	[774, 372, 890, 424]
